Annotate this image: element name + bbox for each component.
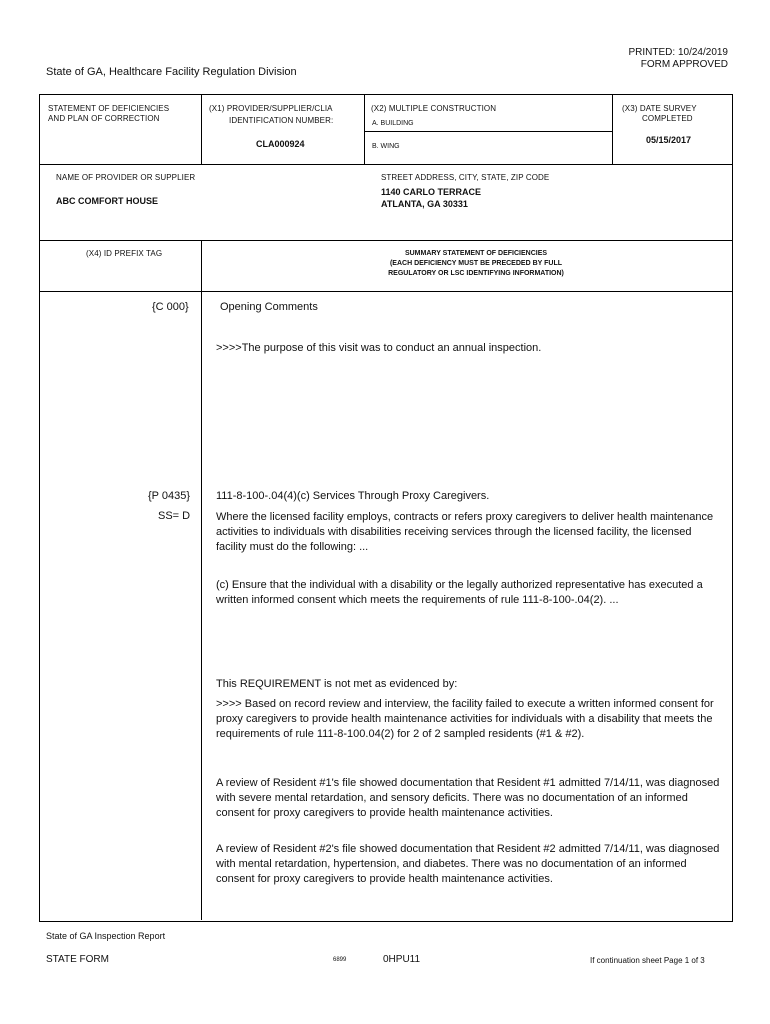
address-line-2: ATLANTA, GA 30331 [381,199,468,209]
x2-building: A. BUILDING [372,120,414,127]
provider-label: NAME OF PROVIDER OR SUPPLIER [56,173,196,182]
report-name: State of GA Inspection Report [46,931,166,941]
survey-date: 05/15/2017 [646,135,692,145]
x3-label: (X3) DATE SURVEY [622,104,697,113]
entry-title: Opening Comments [220,301,318,313]
tag-c000: {C 000} [152,301,189,313]
x1-label: (X1) PROVIDER/SUPPLIER/CLIA [209,104,333,113]
summary-label: (EACH DEFICIENCY MUST BE PRECEDED BY FULL [389,260,563,267]
entry-paragraph: Where the licensed facility employs, contracts or refers proxy caregivers to deliver health maintenance activities to individuals with disabilities receiving services through the licensed facility, the licensed facility must do the following: ... [216,511,714,553]
divider [201,241,202,920]
entry-paragraph: A review of Resident #1's file showed documentation that Resident #1 admitted 7/14/11, was diagnosed with severe mental retardation, and sensory deficits. There was no documentation of an informed consent for proxy caregivers to provide health maintenance activities. [216,777,720,819]
divider [364,95,365,165]
page-continuation: If continuation sheet Page 1 of 3 [590,956,705,965]
divider [40,240,732,241]
x2-label: (X2) MULTIPLE CONSTRUCTION [371,104,497,113]
form-approved: FORM APPROVED [640,59,728,70]
form-number: 6899 [333,957,347,963]
summary-label: SUMMARY STATEMENT OF DEFICIENCIES [404,250,548,257]
divider [612,95,613,165]
divider [40,291,732,292]
divider [364,131,612,132]
address-label: STREET ADDRESS, CITY, STATE, ZIP CODE [381,173,550,182]
summary-label: REGULATORY OR LSC IDENTIFYING INFORMATION) [388,270,564,277]
agency-name: State of GA, Healthcare Facility Regulation Division [46,66,297,78]
statement-label: STATEMENT OF DEFICIENCIES [48,104,170,113]
entry-paragraph: This REQUIREMENT is not met as evidenced by: [216,678,458,690]
printed-date: PRINTED: 10/24/2019 [628,47,728,58]
scope-severity: SS= D [158,510,191,522]
address-line-1: 1140 CARLO TERRACE [381,187,482,197]
statement-label: AND PLAN OF CORRECTION [48,114,160,123]
divider [201,95,202,165]
provider-name: ABC COMFORT HOUSE [56,196,158,206]
divider [40,164,732,165]
x2-wing: B. WING [372,143,400,150]
clia-number: CLA000924 [256,139,305,149]
entry-paragraph: (c) Ensure that the individual with a disability or the legally authorized representative has executed a written informed consent which meets the requirements of rule 111-8-100-.04(2). ... [216,579,703,606]
entry-title: 111-8-100-.04(4)(c) Services Through Proxy Caregivers. [216,490,490,502]
event-id: 0HPU11 [383,954,421,965]
x1-label: IDENTIFICATION NUMBER: [229,116,334,125]
x3-label: COMPLETED [642,114,693,123]
state-form: STATE FORM [46,954,109,965]
entry-paragraph: A review of Resident #2's file showed documentation that Resident #2 admitted 7/14/11, was diagnosed with mental retardation, hypertension, and diabetes. There was no documentation of an informed consent for proxy caregivers to provide health maintenance activities. [216,843,720,885]
tag-p0435: {P 0435} [148,490,191,502]
entry-paragraph: >>>> Based on record review and interview, the facility failed to execute a written informed consent for proxy caregivers to provide health maintenance activities for individuals with a disability that meets the requirements of rule 111-8-100.04(2) for 2 of 2 sampled residents (#1 & #2). [216,698,714,740]
x4-label: (X4) ID PREFIX TAG [86,249,163,258]
entry-text: >>>>The purpose of this visit was to conduct an annual inspection. [216,342,542,354]
